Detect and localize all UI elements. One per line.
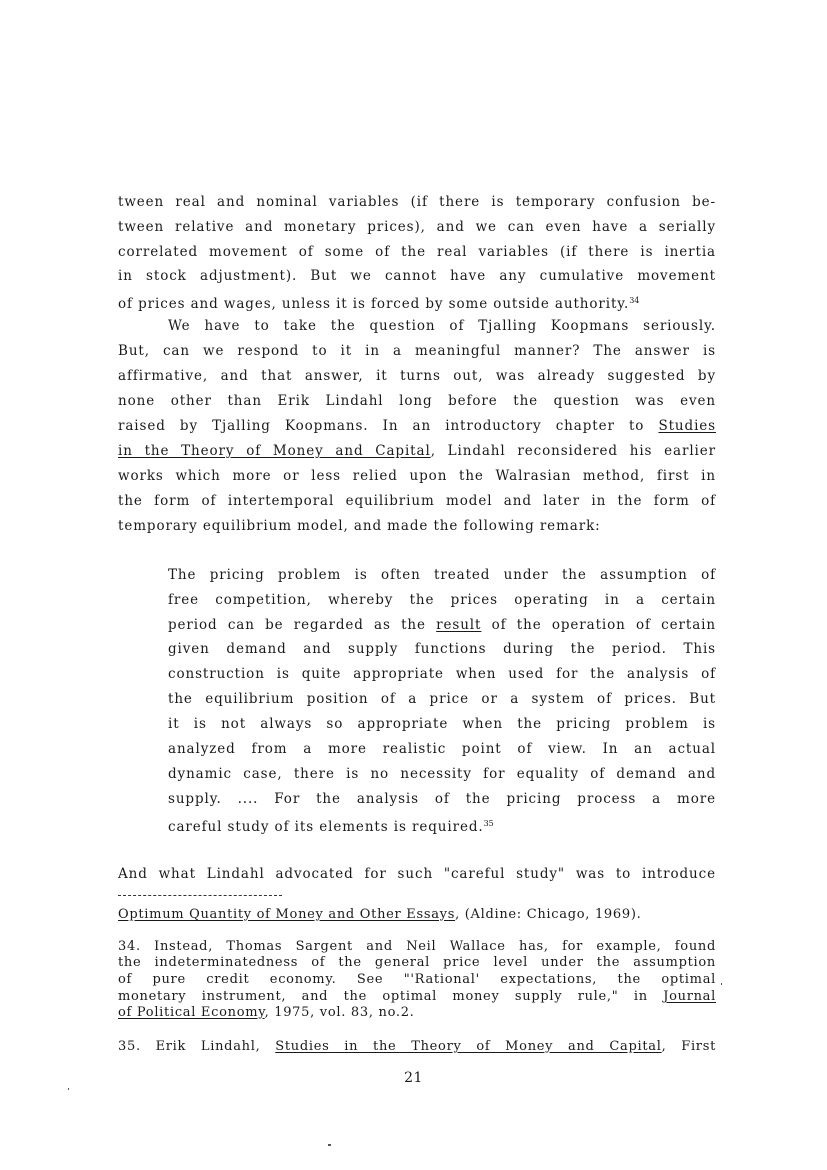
body-line: And what Lindahl advocated for such "careful study" was to introduce bbox=[118, 866, 716, 882]
quote-line bbox=[168, 816, 716, 835]
quote-line: construction is quite appropriate when used for the analysis of bbox=[168, 666, 716, 682]
body-text: of prices and wages, unless it is forced by some outside authority. bbox=[118, 296, 630, 312]
body-line: works which more or less relied upon the Walrasian method, first in bbox=[118, 468, 716, 484]
quote-text: of the operation of certain bbox=[481, 617, 716, 633]
book-title: Optimum Quantity of Money and Other Essays bbox=[118, 907, 456, 922]
footnote-ref-35: 35 bbox=[483, 819, 494, 828]
quote-line: The pricing problem is often treated under the assumption of bbox=[168, 567, 716, 583]
paragraph-first-line: We have to take the question of Tjalling Koopmans seriously. bbox=[168, 318, 716, 334]
quote-line: it is not always so appropriate when the pricing problem is bbox=[168, 716, 716, 732]
body-line: temporary equilibrium model, and made the following remark: bbox=[118, 518, 601, 534]
body-line: none other than Erik Lindahl long before the question was even bbox=[118, 393, 716, 409]
emphasized-word: result bbox=[436, 617, 482, 633]
quote-line: dynamic case, there is no necessity for equality of demand and bbox=[168, 766, 716, 782]
quote-line: free competition, whereby the prices operating in a certain bbox=[168, 592, 716, 608]
body-line: in stock adjustment). But we cannot have any cumulative movement bbox=[118, 268, 716, 284]
footnote-rule bbox=[118, 895, 282, 896]
footnote-35-line bbox=[118, 1040, 716, 1054]
journal-title: Journal bbox=[663, 989, 716, 1004]
quote-line: the equilibrium position of a price or a system of prices. But bbox=[168, 691, 716, 707]
body-line bbox=[118, 293, 716, 312]
scan-speck bbox=[721, 983, 722, 985]
body-line bbox=[118, 443, 716, 459]
footnote-34-line bbox=[118, 990, 716, 1004]
book-title: in the Theory of Money and Capital bbox=[118, 443, 431, 459]
body-line: tween real and nominal variables (if there is temporary confusion be- bbox=[118, 194, 716, 210]
body-line: affirmative, and that answer, it turns out, was already suggested by bbox=[118, 368, 716, 384]
footnote-34-line: the indeterminatedness of the general price level under the assumption bbox=[118, 955, 716, 970]
scan-speck bbox=[328, 1144, 331, 1146]
body-text: , Lindahl reconsidered his earlier bbox=[430, 443, 716, 459]
scan-speck bbox=[68, 1088, 69, 1090]
body-line: correlated movement of some of the real variables (if there is inertia bbox=[118, 244, 716, 260]
body-line: tween relative and monetary prices), and we can even have a serially bbox=[118, 219, 716, 235]
journal-title: of Political Economy bbox=[118, 1005, 265, 1020]
body-line: But, can we respond to it in a meaningful manner? The answer is bbox=[118, 343, 716, 359]
footnote-34-line: of pure credit economy. See "'Rational' expectations, the optimal bbox=[118, 972, 716, 987]
book-title: Studies bbox=[658, 418, 716, 434]
footnote-34-line: 34. Instead, Thomas Sargent and Neil Wallace has, for example, found bbox=[118, 939, 716, 954]
quote-line bbox=[168, 617, 716, 633]
footnote-continuation bbox=[118, 908, 716, 922]
page-number: 21 bbox=[404, 1070, 423, 1086]
footnote-ref-34: 34 bbox=[629, 296, 640, 305]
quote-line: analyzed from a more realistic point of view. In an actual bbox=[168, 741, 716, 757]
footnote-text: 35. Erik Lindahl, bbox=[118, 1039, 276, 1054]
quote-text: period can be regarded as the bbox=[168, 617, 437, 633]
book-title: Studies in the Theory of Money and Capital bbox=[275, 1039, 662, 1054]
footnote-text: , (Aldine: Chicago, 1969). bbox=[455, 907, 642, 922]
footnote-text: , 1975, vol. 83, no.2. bbox=[264, 1005, 415, 1020]
footnote-text: monetary instrument, and the optimal money supply rule," in bbox=[118, 989, 664, 1004]
footnote-text: , First bbox=[661, 1039, 717, 1054]
body-line: the form of intertemporal equilibrium model and later in the form of bbox=[118, 493, 716, 509]
body-text: raised by Tjalling Koopmans. In an introductory chapter to bbox=[118, 418, 659, 434]
quote-text: careful study of its elements is required. bbox=[168, 819, 484, 835]
quote-line: supply. .... For the analysis of the pricing process a more bbox=[168, 791, 716, 807]
footnote-34-line bbox=[118, 1006, 716, 1020]
body-line bbox=[118, 418, 716, 434]
quote-line: given demand and supply functions during the period. This bbox=[168, 641, 716, 657]
